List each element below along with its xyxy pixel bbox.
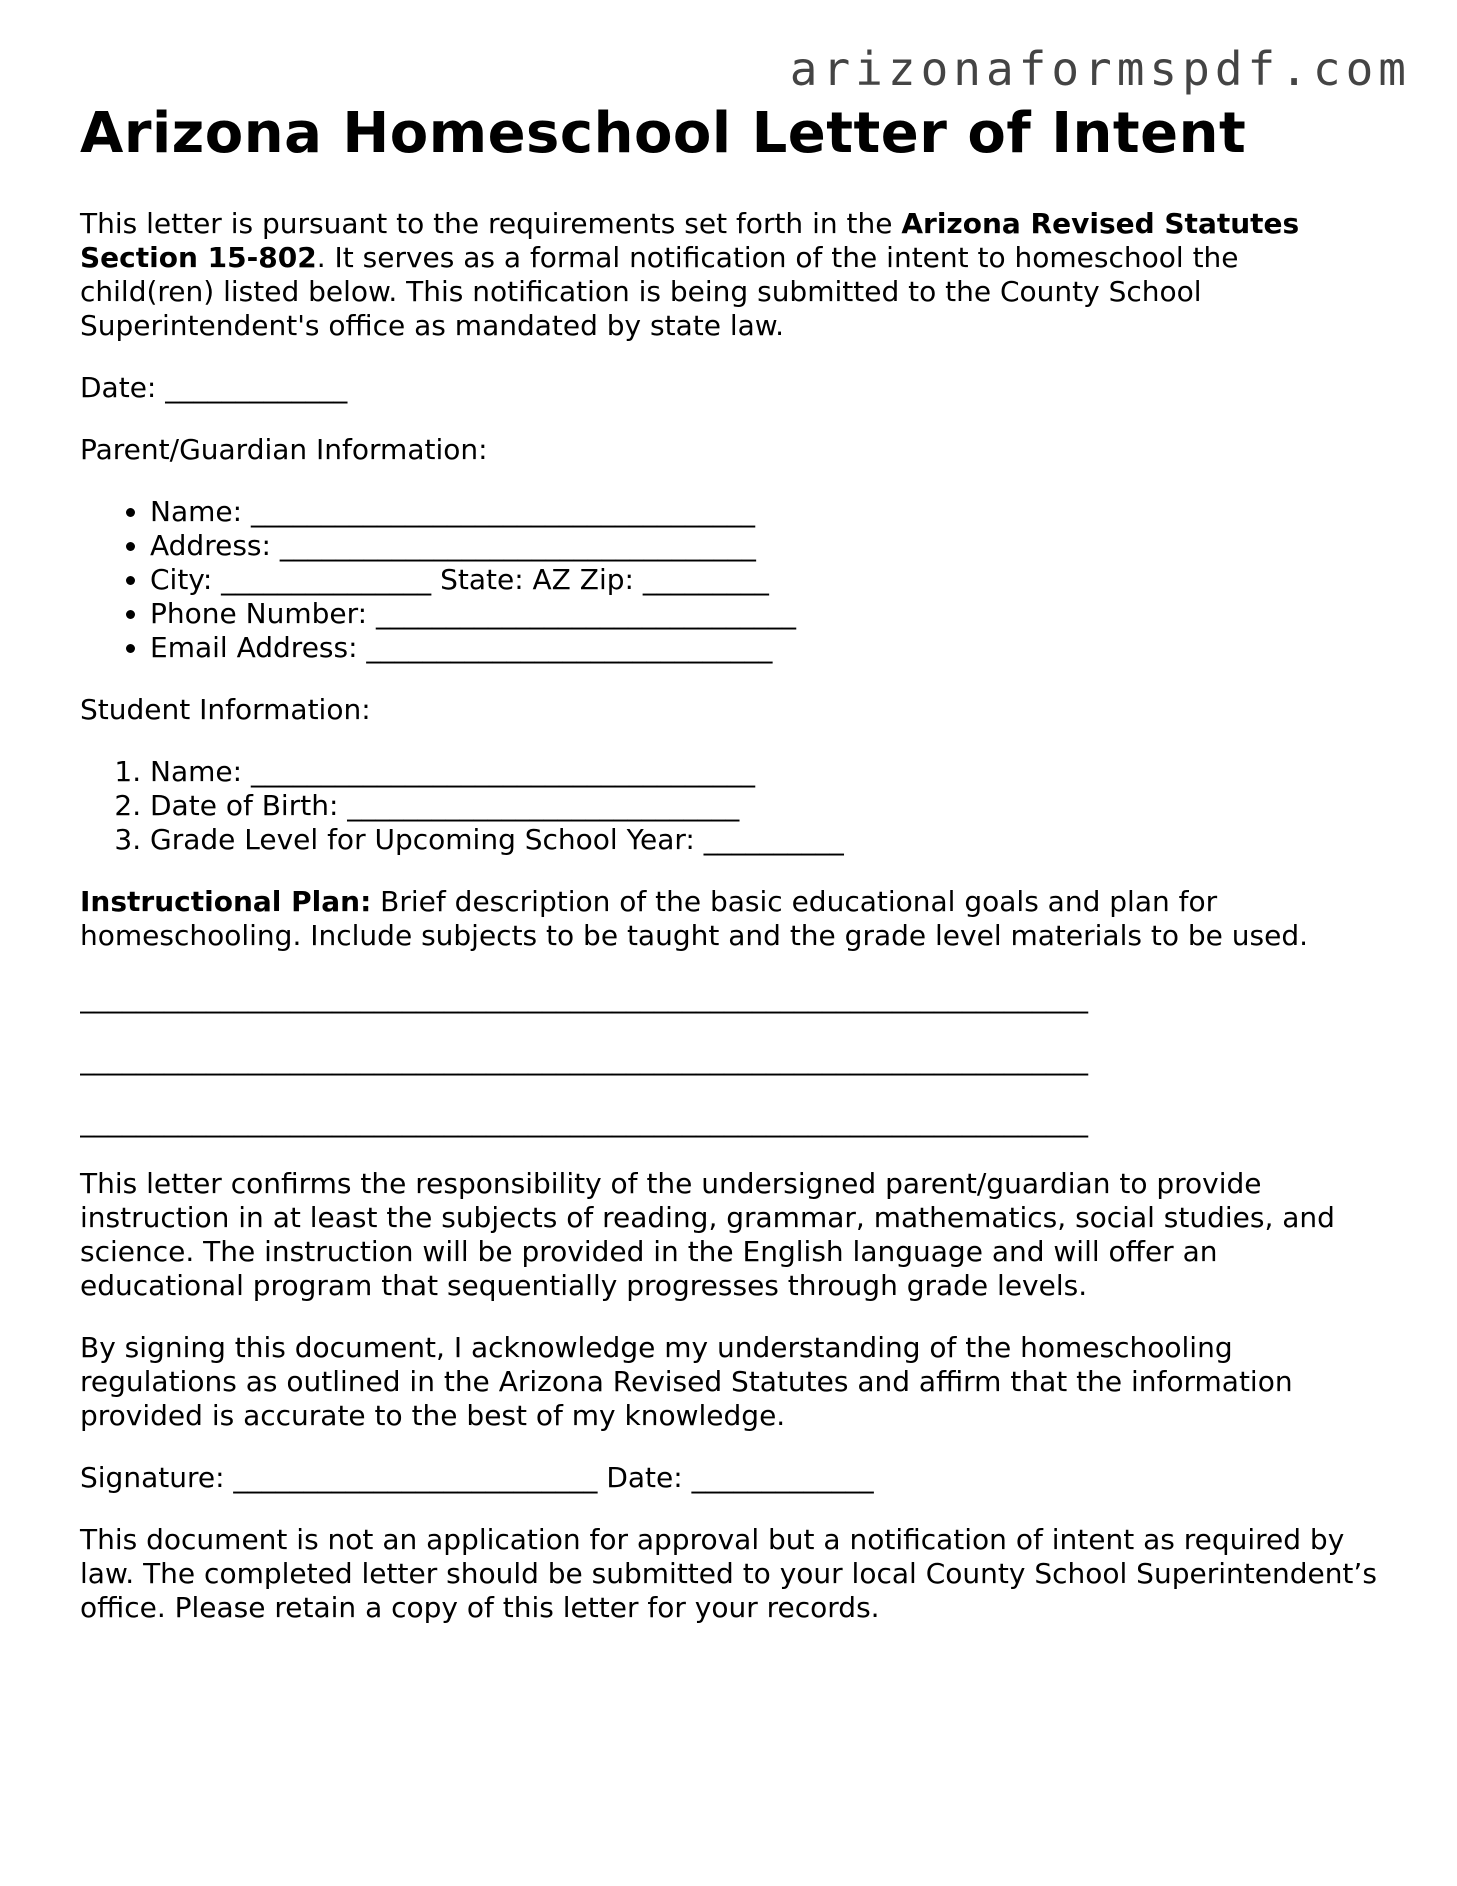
instructional-plan-paragraph: [80, 885, 1380, 953]
instructional-plan-label: Instructional Plan:: [80, 885, 372, 919]
parent-email-field[interactable]: • Email Address: _____________________________: [150, 631, 1380, 665]
plan-line-3[interactable]: ________________________________________________________________________: [80, 1105, 1088, 1139]
parent-city-state-zip-field[interactable]: • City: _______________ State: AZ Zip: _________: [150, 563, 1380, 597]
student-name-field[interactable]: 1. Name: ____________________________________: [150, 755, 1380, 789]
plan-line-2[interactable]: ________________________________________________________________________: [80, 1043, 1088, 1077]
intro-paragraph: [80, 207, 1380, 343]
confirmation-paragraph: This letter confirms the responsibility of the undersigned parent/guardian to provide instruction in at least the subjects of reading, grammar, mathematics, social studies, and science. The instruction will be provided in the English language and will offer an educational program that sequentially progresses through grade levels.: [80, 1167, 1335, 1303]
acknowledgement-paragraph: By signing this document, I acknowledge my understanding of the homeschooling regulations as outlined in the Arizona Revised Statutes and affirm that the information provided is accurate to the best of my knowledge.: [80, 1331, 1293, 1433]
student-dob-field[interactable]: 2. Date of Birth: ____________________________: [150, 789, 1380, 823]
signature-date-field[interactable]: Signature: __________________________ Date: _____________: [80, 1461, 874, 1495]
watermark-text: arizonaformspdf.com: [789, 42, 1411, 96]
date-field[interactable]: Date: _____________: [80, 371, 348, 405]
footer-paragraph: This document is not an application for approval but a notification of intent as required by law. The completed letter should be submitted to your local County School Superintendent’s office. Please retain a copy of this letter for your records.: [80, 1523, 1377, 1625]
instructional-plan-lines: [80, 981, 1380, 1139]
statute-reference: Arizona Revised Statutes Section 15-802: [80, 207, 1300, 275]
parent-name-field[interactable]: • Name: ____________________________________: [150, 495, 1380, 529]
document-page: [80, 100, 1380, 1625]
plan-line-1[interactable]: ________________________________________________________________________: [80, 981, 1088, 1015]
parent-info-list: [80, 495, 1380, 665]
parent-phone-field[interactable]: • Phone Number: ______________________________: [150, 597, 1380, 631]
student-info-list: [80, 755, 1380, 857]
student-grade-field[interactable]: 3. Grade Level for Upcoming School Year: __________: [150, 823, 1380, 857]
intro-text-end: . It serves as a formal notification of the intent to homeschool the child(ren) listed below. This notification is being submitted to the County School Superintendent's office as mandated by state law.: [80, 241, 1239, 343]
parent-address-field[interactable]: • Address: __________________________________: [150, 529, 1380, 563]
student-section-heading: Student Information:: [80, 693, 371, 727]
parent-section-heading: Parent/Guardian Information:: [80, 433, 488, 467]
instructional-plan-text: Brief description of the basic educational goals and plan for homeschooling. Include subjects to be taught and the grade level materials to be used.: [80, 885, 1308, 953]
document-title: Arizona Homeschool Letter of Intent: [80, 101, 1247, 166]
intro-text-start: This letter is pursuant to the requirements set forth in the: [80, 207, 902, 241]
